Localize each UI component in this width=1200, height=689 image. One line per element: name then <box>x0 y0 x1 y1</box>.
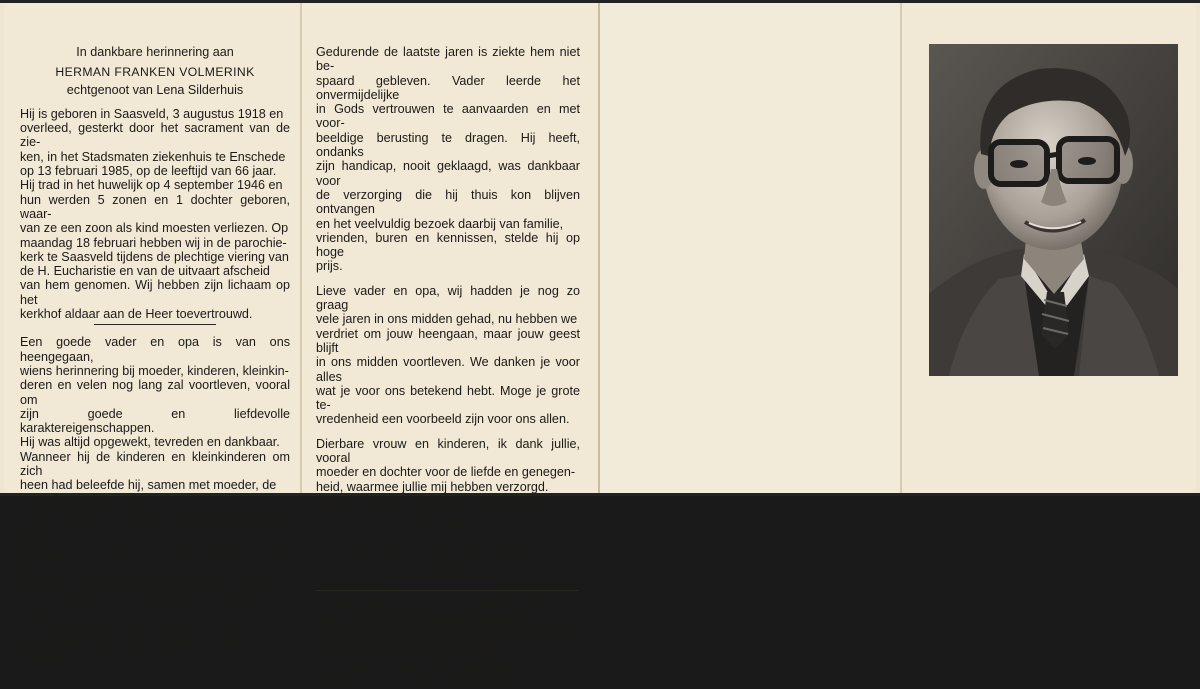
memory-paragraph: Een goede vader en opa is van ons heengegaan, wiens herinnering bij moeder, kinderen, kleinkin- deren en velen nog lang zal voortleven, vooral om zijn goede en liefdevolle karaktereigenschappen. Hij was altijd opgewekt, tevreden en dankbaar. Wanneer hij de kinderen en kleinkinderen om zich heen had beleefde hij, samen met moeder, de vreugde van het gezin. Vader hield in zijn hart van het leven op de boer- derij en heeft daarnaast samen met moeder jaren- lang veel zorg besteed aan het dagelijkse leven in het café. Naast zijn zorg en aandacht voor het gezin, bedrijf en vertrouwde omgeving, had vader veel belangstelling voor de paardesport, men kende hem als een groot liefhebber van paarden. <box>20 335 291 664</box>
fold-line <box>300 0 302 496</box>
acknowledgement-paragraph: Hiermee betuigen wij onze oprechte dank aan allen die hem trouw kwamen bezoeken. Voor uw aanwezigheid bij de uitvaart en mede- leven danken wij u heel hartelijk. <box>316 597 578 655</box>
biography-paragraph: Hij is geboren in Saasveld, 3 augustus 1918 en overleed, gesterkt door het sacrament van de zie- ken, in het Stadsmaten ziekenhuis te Enschede op 13 februari 1985, op de leeftijd van 66 jaar. Hij trad in het huwelijk op 4 september 1946 en hun werden 5 zonen en 1 dochter geboren, waar- van ze een zoon als kind moesten verliezen. Op maandag 18 februari hebben wij in de parochie- kerk te Saasveld tijdens de plechtige viering van de H. Eucharistie en van de uitvaart afscheid van hem genomen. Wij hebben zijn lichaam op het kerkhof aldaar aan de Heer toevertrouwd. <box>20 106 290 322</box>
portrait-illustration <box>929 44 1178 376</box>
spouse-line: echtgenoot van Lena Silderhuis <box>66 82 244 97</box>
portrait-photo <box>929 44 1178 376</box>
signature-family: Kinderen, behuwd- en kleinkinderen <box>316 674 517 689</box>
thanks-family-paragraph: Dierbare vrouw en kinderen, ik dank jullie, vooral moeder en dochter voor de liefde en genegen- heid, waarmee jullie mij hebben verzorgd. Ik dank ook allen die goed voor me waren. <box>316 436 580 508</box>
farewell-paragraph: Lieve vader en opa, wij hadden je nog zo graag vele jaren in ons midden gehad, nu hebben we verdriet om jouw heengaan, maar jouw geest blijft in ons midden voortleven. We danken je voor alles wat je voor ons betekend hebt. Moge je grote te- vredenheid een voorbeeld zijn voor ons allen. <box>316 283 580 427</box>
illness-paragraph: Gedurende de laatste jaren is ziekte hem niet be- spaard gebleven. Vader leerde het onvermijdelijke in Gods vertrouwen te aanvaarden en met voor- beeldige berusting te dragen. Hij heeft, ondanks zijn handicap, nooit geklaagd, was dankbaar voor de verzorging die hij thuis kon blijven ontvangen en het veelvuldig bezoek daarbij van familie, vrienden, buren en kennissen, stelde hij op hoge prijs. <box>316 45 580 274</box>
divider <box>94 324 216 325</box>
scan-edge <box>0 0 1200 3</box>
panel-blank <box>599 0 901 496</box>
prayer-line: Onze Vader - Wees Gegroet <box>368 518 528 533</box>
signature-widow: H. M. Franken Volmerink-Silderhuis <box>316 660 515 675</box>
text-column-left <box>20 45 290 664</box>
deceased-name: HERMAN FRANKEN VOLMERINK <box>55 65 255 80</box>
fold-line <box>900 0 902 496</box>
wish-paragraph: Moge vader en opa nu leven bij God in eeuwige vreugde en vrede. <box>339 542 557 586</box>
divider <box>316 590 578 591</box>
text-column-middle <box>316 45 580 689</box>
intro-line: In dankbare herinnering aan <box>76 45 234 59</box>
fold-line <box>598 0 600 496</box>
